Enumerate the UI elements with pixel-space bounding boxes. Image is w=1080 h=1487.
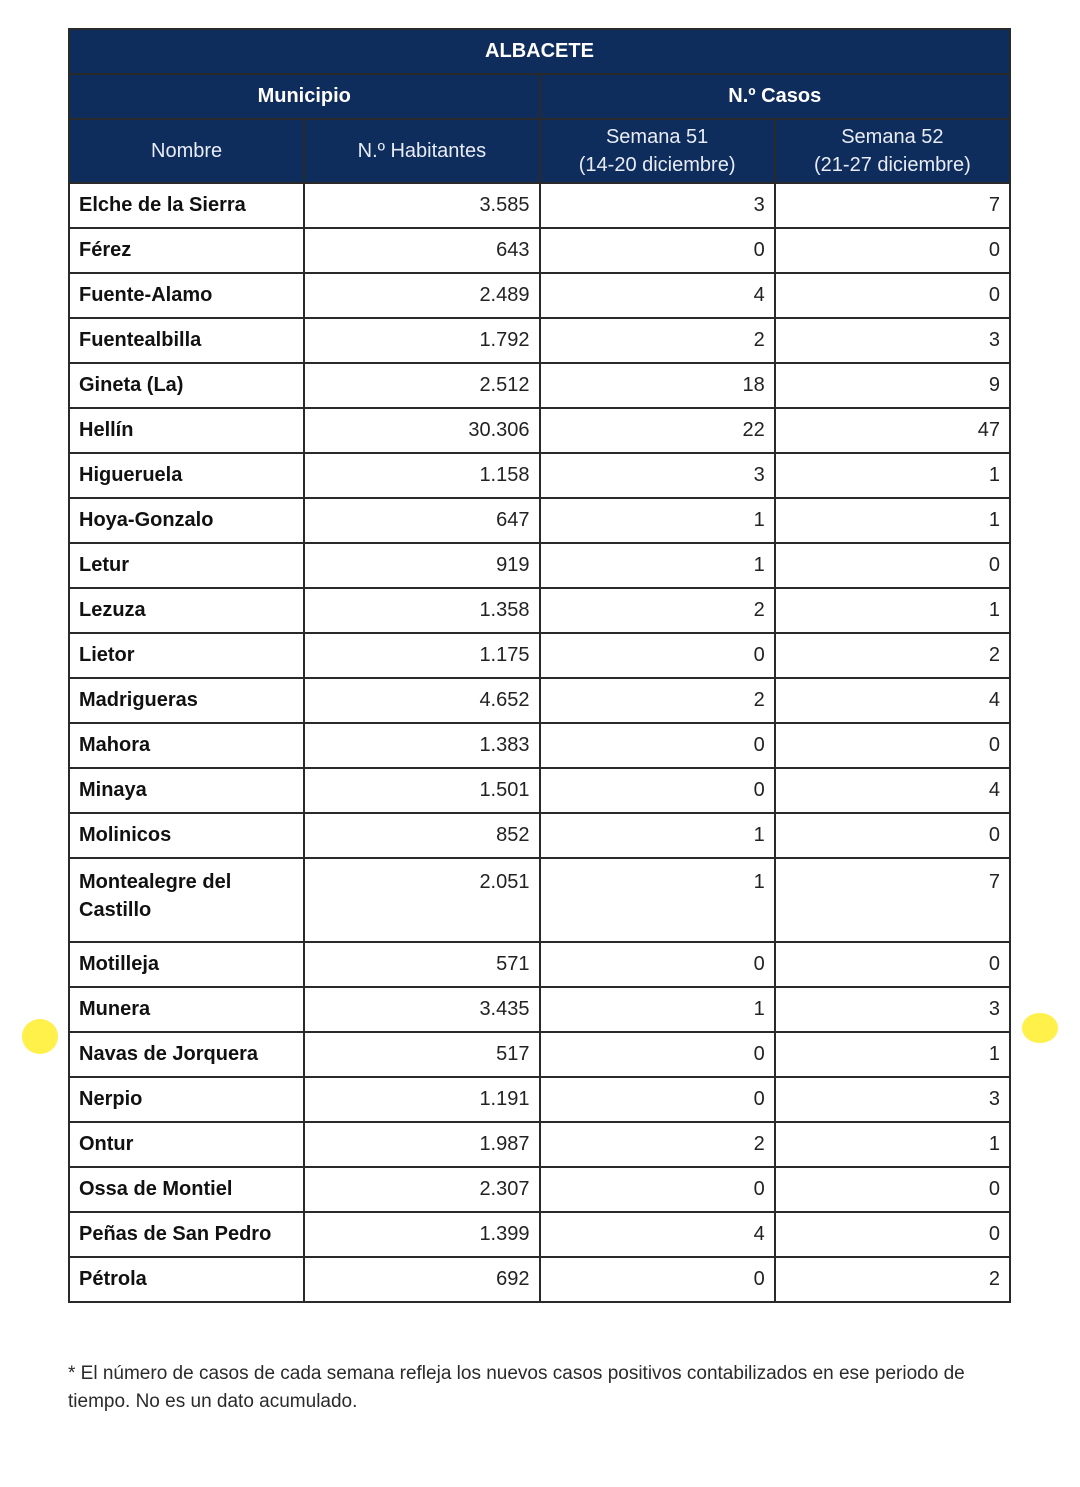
cell-habitantes: 643 [304, 228, 539, 273]
cell-nombre: Hoya-Gonzalo [69, 498, 304, 543]
cell-nombre: Nerpio [69, 1077, 304, 1122]
cell-nombre: Minaya [69, 768, 304, 813]
footnote: * El número de casos de cada semana refleja los nuevos casos positivos contabilizados en ese periodo de tiempo. No es un dato acumulado. [68, 1363, 965, 1412]
cell-semana51: 1 [540, 858, 775, 942]
table-row [69, 813, 1010, 858]
cell-nombre: Mahora [69, 723, 304, 768]
column-header-nombre: Nombre [69, 119, 304, 183]
cell-nombre: Gineta (La) [69, 363, 304, 408]
table-body [69, 183, 1010, 1302]
cell-semana51: 0 [540, 1077, 775, 1122]
cell-habitantes: 692 [304, 1257, 539, 1302]
cell-semana51: 0 [540, 942, 775, 987]
cell-semana51: 1 [540, 543, 775, 588]
cell-nombre: Elche de la Sierra [69, 183, 304, 228]
cell-nombre: Lezuza [69, 588, 304, 633]
cell-semana51: 3 [540, 453, 775, 498]
cell-semana52: 0 [775, 273, 1010, 318]
cell-semana52: 4 [775, 768, 1010, 813]
cell-semana52: 7 [775, 858, 1010, 942]
cell-semana52: 0 [775, 1212, 1010, 1257]
cell-habitantes: 3.585 [304, 183, 539, 228]
semana52-dates: (21-27 diciembre) [814, 154, 971, 176]
highlight-marker-right [1022, 1013, 1058, 1043]
cell-semana52: 2 [775, 633, 1010, 678]
semana51-dates: (14-20 diciembre) [578, 154, 736, 176]
table-row [69, 1122, 1010, 1167]
cell-semana52: 1 [775, 453, 1010, 498]
cell-semana52: 0 [775, 228, 1010, 273]
cell-habitantes: 1.501 [304, 768, 539, 813]
cell-semana52: 0 [775, 1167, 1010, 1212]
cell-semana52: 1 [775, 1032, 1010, 1077]
table-title-row [69, 29, 1010, 74]
document-sheet [68, 28, 1011, 1303]
cell-semana51: 0 [540, 228, 775, 273]
cell-semana51: 4 [540, 1212, 775, 1257]
cell-habitantes: 1.191 [304, 1077, 539, 1122]
table-row [69, 723, 1010, 768]
cell-semana51: 1 [540, 987, 775, 1032]
cell-semana52: 0 [775, 813, 1010, 858]
cell-habitantes: 2.307 [304, 1167, 539, 1212]
cell-semana51: 18 [540, 363, 775, 408]
cell-nombre: Higueruela [69, 453, 304, 498]
table-row [69, 942, 1010, 987]
cell-habitantes: 517 [304, 1032, 539, 1077]
cell-nombre: Férez [69, 228, 304, 273]
cell-habitantes: 1.175 [304, 633, 539, 678]
table-row [69, 318, 1010, 363]
table-title: ALBACETE [69, 29, 1010, 74]
cell-habitantes: 852 [304, 813, 539, 858]
table-row [69, 768, 1010, 813]
cell-semana51: 1 [540, 498, 775, 543]
cell-semana51: 1 [540, 813, 775, 858]
cell-habitantes: 571 [304, 942, 539, 987]
cell-habitantes: 1.383 [304, 723, 539, 768]
table-row [69, 633, 1010, 678]
cell-semana52: 0 [775, 723, 1010, 768]
table-row [69, 498, 1010, 543]
cell-nombre: Fuente-Alamo [69, 273, 304, 318]
cell-habitantes: 647 [304, 498, 539, 543]
highlight-marker-left [22, 1019, 58, 1054]
cell-semana52: 4 [775, 678, 1010, 723]
table-row [69, 1077, 1010, 1122]
cell-habitantes: 2.512 [304, 363, 539, 408]
table-row [69, 273, 1010, 318]
cell-habitantes: 1.399 [304, 1212, 539, 1257]
cell-habitantes: 1.987 [304, 1122, 539, 1167]
cell-semana52: 1 [775, 588, 1010, 633]
cell-semana51: 3 [540, 183, 775, 228]
cell-nombre: Montealegre del Castillo [69, 858, 304, 942]
cell-semana52: 2 [775, 1257, 1010, 1302]
cell-semana51: 0 [540, 768, 775, 813]
cell-nombre: Letur [69, 543, 304, 588]
cell-nombre: Molinicos [69, 813, 304, 858]
cases-table [68, 28, 1011, 1303]
cell-semana52: 3 [775, 987, 1010, 1032]
cell-semana52: 3 [775, 1077, 1010, 1122]
group-header-row [69, 74, 1010, 119]
cell-habitantes: 4.652 [304, 678, 539, 723]
table-row [69, 1257, 1010, 1302]
cell-habitantes: 919 [304, 543, 539, 588]
table-row [69, 183, 1010, 228]
column-header-row [69, 119, 1010, 183]
cell-habitantes: 1.792 [304, 318, 539, 363]
cell-nombre: Navas de Jorquera [69, 1032, 304, 1077]
cell-semana51: 0 [540, 1032, 775, 1077]
cell-semana51: 4 [540, 273, 775, 318]
cell-semana52: 47 [775, 408, 1010, 453]
cell-semana52: 1 [775, 1122, 1010, 1167]
cell-nombre: Ontur [69, 1122, 304, 1167]
cell-habitantes: 3.435 [304, 987, 539, 1032]
cell-nombre: Ossa de Montiel [69, 1167, 304, 1212]
table-row [69, 363, 1010, 408]
table-row [69, 588, 1010, 633]
column-header-habitantes: N.º Habitantes [304, 119, 539, 183]
cell-semana52: 3 [775, 318, 1010, 363]
table-row [69, 228, 1010, 273]
group-header-casos: N.º Casos [540, 74, 1011, 119]
cell-semana51: 0 [540, 723, 775, 768]
cell-nombre: Motilleja [69, 942, 304, 987]
column-header-semana52 [775, 119, 1010, 183]
cell-habitantes: 1.158 [304, 453, 539, 498]
cell-nombre: Hellín [69, 408, 304, 453]
cell-semana52: 1 [775, 498, 1010, 543]
cell-habitantes: 1.358 [304, 588, 539, 633]
cell-semana51: 2 [540, 678, 775, 723]
cell-semana51: 0 [540, 633, 775, 678]
cell-semana51: 22 [540, 408, 775, 453]
table-row [69, 1212, 1010, 1257]
cell-semana51: 0 [540, 1257, 775, 1302]
cell-nombre: Peñas de San Pedro [69, 1212, 304, 1257]
table-row [69, 543, 1010, 588]
cell-habitantes: 30.306 [304, 408, 539, 453]
table-row [69, 858, 1010, 942]
table-row [69, 987, 1010, 1032]
column-header-semana51 [540, 119, 775, 183]
cell-semana51: 2 [540, 1122, 775, 1167]
table-row [69, 678, 1010, 723]
cell-semana51: 2 [540, 318, 775, 363]
cell-nombre: Fuentealbilla [69, 318, 304, 363]
cell-semana52: 9 [775, 363, 1010, 408]
cell-semana51: 2 [540, 588, 775, 633]
cell-semana52: 0 [775, 543, 1010, 588]
table-row [69, 1167, 1010, 1212]
semana51-label: Semana 51 [605, 126, 709, 148]
table-row [69, 1032, 1010, 1077]
cell-semana52: 0 [775, 942, 1010, 987]
cell-semana51: 0 [540, 1167, 775, 1212]
semana52-label: Semana 52 [841, 126, 944, 148]
table-row [69, 453, 1010, 498]
cell-nombre: Pétrola [69, 1257, 304, 1302]
table-row [69, 408, 1010, 453]
cell-semana52: 7 [775, 183, 1010, 228]
cell-nombre: Lietor [69, 633, 304, 678]
cell-nombre: Munera [69, 987, 304, 1032]
group-header-municipio: Municipio [69, 74, 540, 119]
cell-habitantes: 2.489 [304, 273, 539, 318]
cell-nombre: Madrigueras [69, 678, 304, 723]
cell-habitantes: 2.051 [304, 858, 539, 942]
